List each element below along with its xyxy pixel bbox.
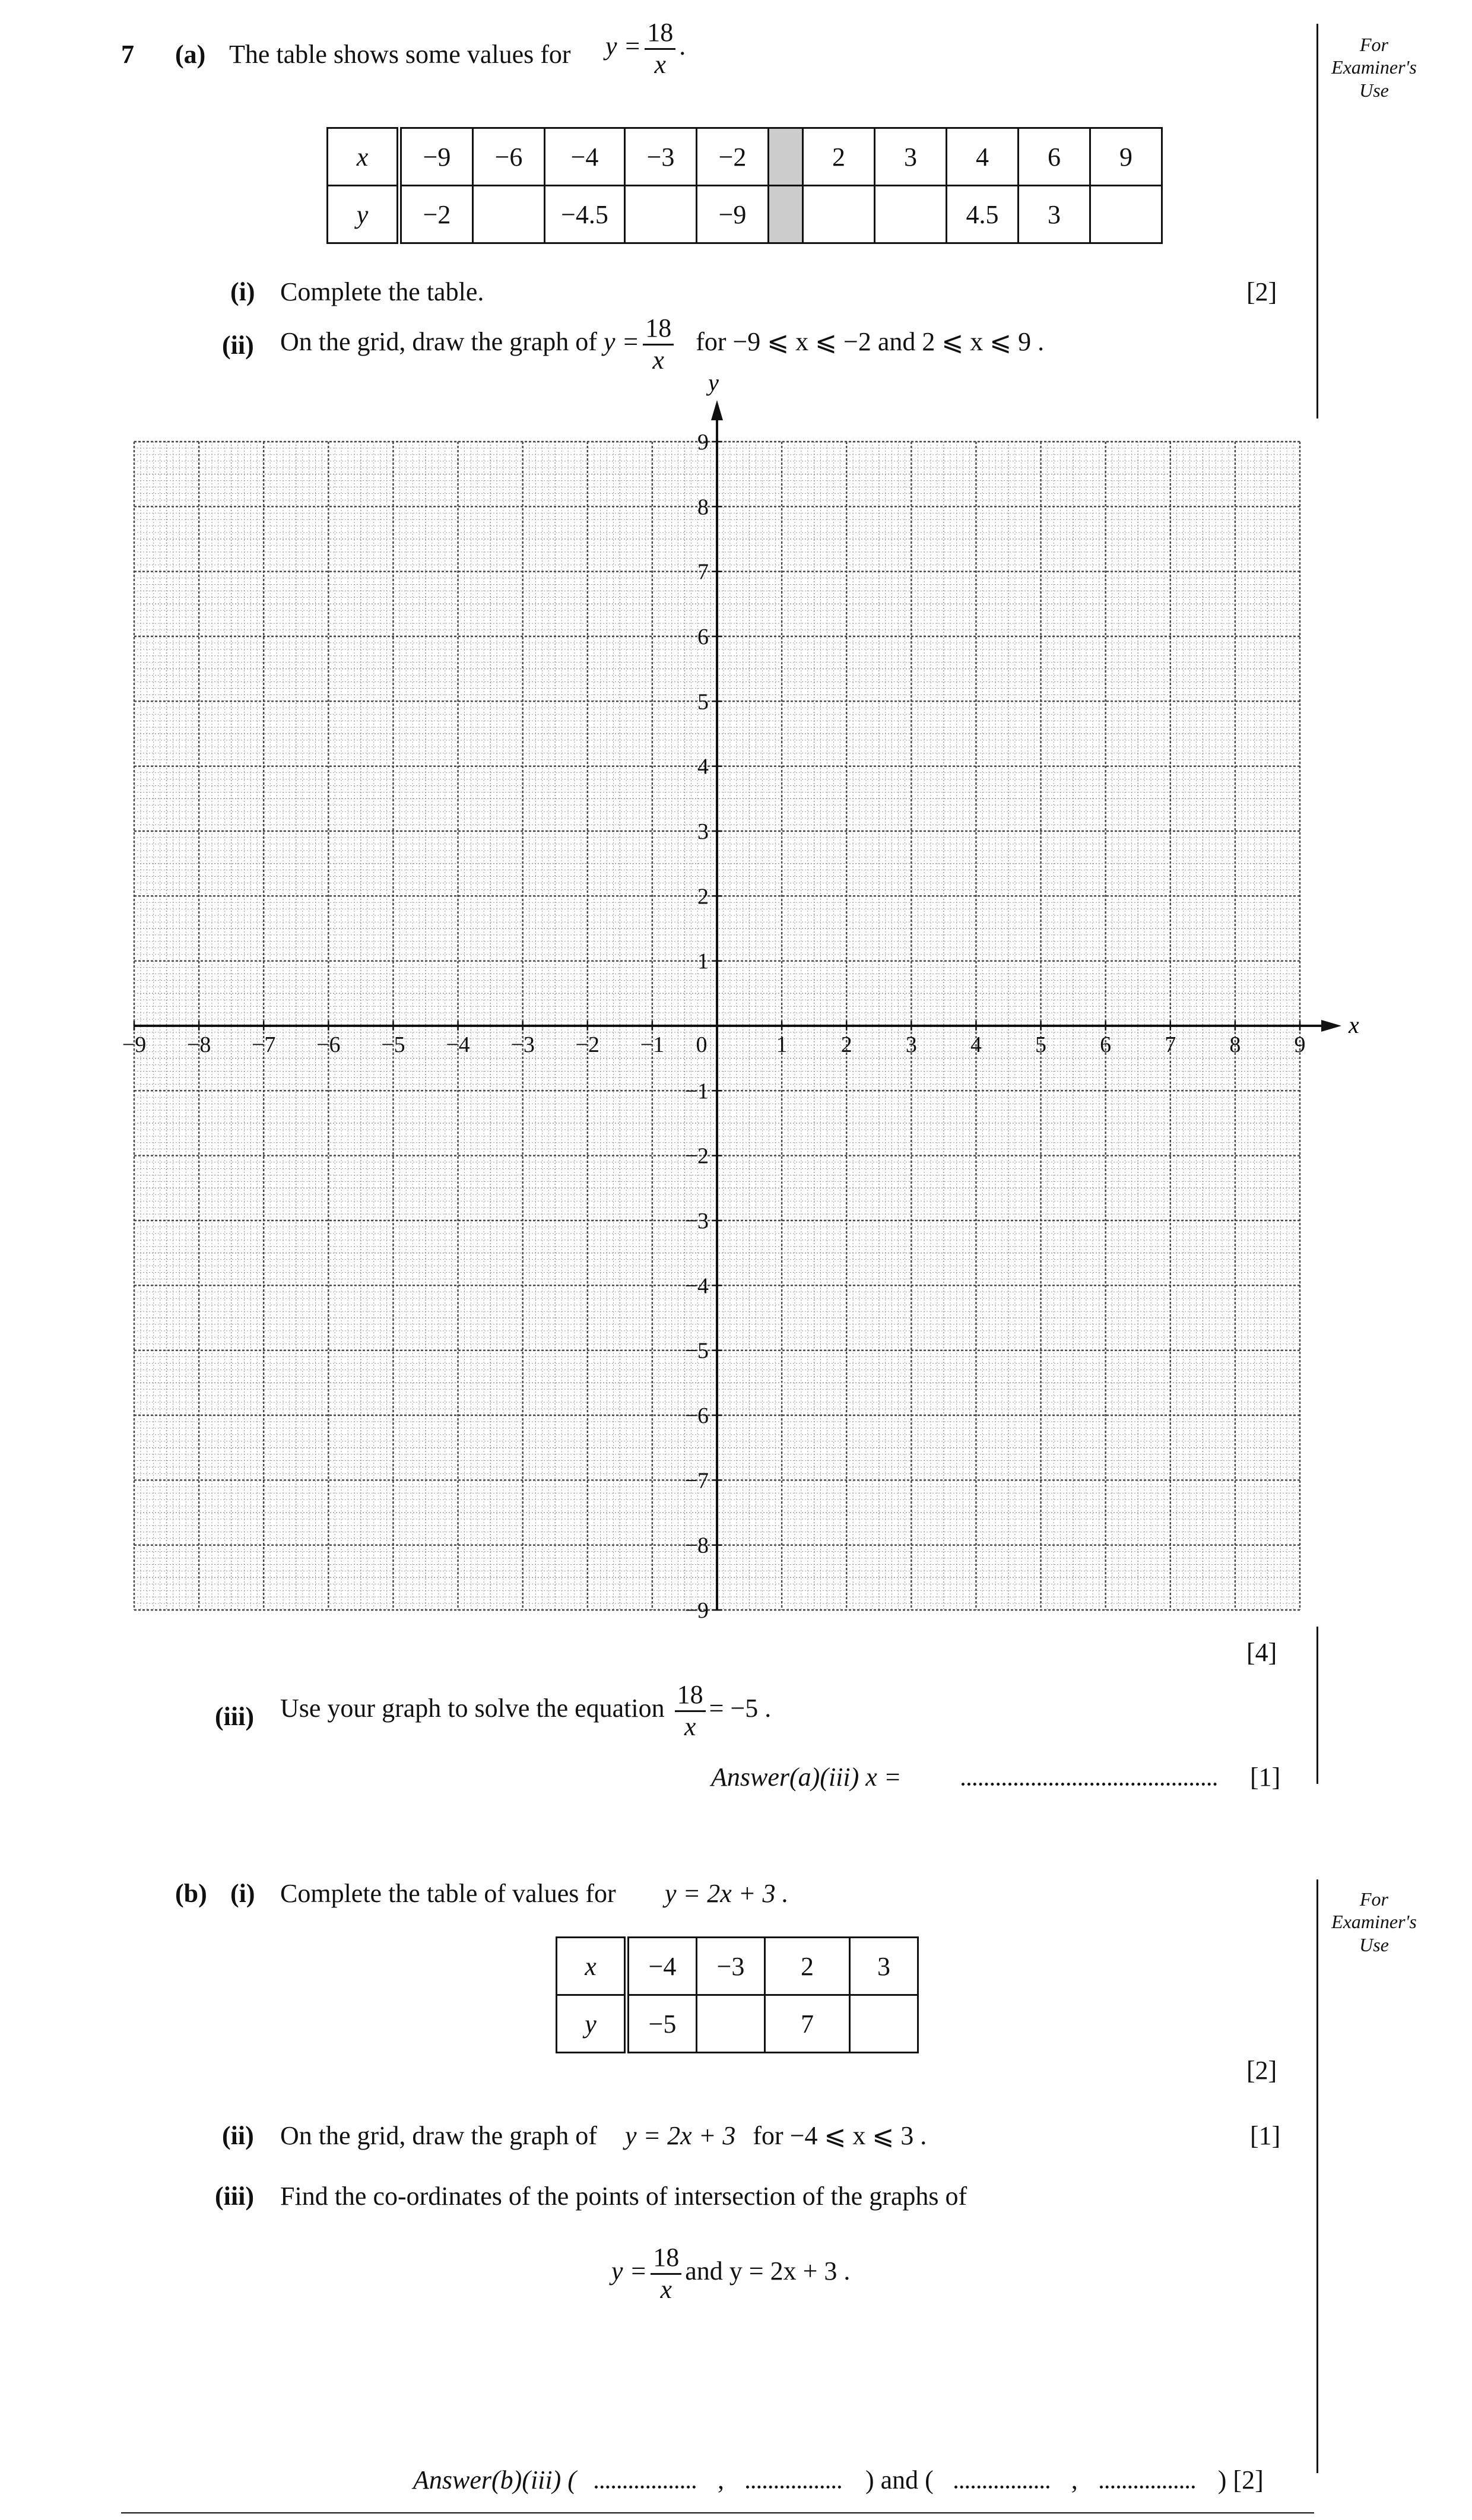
tablea-y-cell: −4.5 — [545, 186, 625, 243]
tableb-x-cell: 3 — [850, 1938, 918, 1995]
tablea-y-cell: 4.5 — [947, 186, 1019, 243]
part-a-iii-text — [280, 1680, 771, 1742]
answer-b-iii-label: Answer(b)(iii) ( — [413, 2465, 576, 2494]
a-ii-eq-y: y = — [603, 327, 640, 357]
a-ii-text: On the grid, draw the graph of — [280, 327, 597, 357]
tablea-x-cell: −3 — [625, 128, 697, 186]
examiner-margin-line-3 — [1316, 1879, 1318, 2473]
tableb-y-cell: 7 — [765, 1995, 850, 2053]
y-tick-label: −3 — [684, 1209, 709, 1234]
x-tick-label: 2 — [840, 1032, 852, 1057]
x-tick-label: 4 — [970, 1032, 982, 1057]
x-tick-label: 8 — [1229, 1032, 1241, 1057]
y-axis-label: y — [708, 369, 719, 396]
answer-b-iii-close: ) [2] — [1217, 2465, 1264, 2494]
x-tick-label: 7 — [1165, 1032, 1176, 1057]
examiner-margin-line-2 — [1316, 1627, 1318, 1784]
y-tick-label: 2 — [697, 884, 709, 909]
x-tick-label: −2 — [575, 1032, 599, 1057]
examiner-b-line1: For — [1360, 1888, 1388, 1910]
b-iii-and: and y = 2x + 3 . — [685, 2256, 851, 2286]
part-b-ii-text — [280, 2120, 927, 2151]
answer-b-iii-x2[interactable] — [954, 2486, 1049, 2489]
a-iii-den: x — [684, 1711, 696, 1741]
examiner-b-line2: Examiner's — [1331, 1911, 1417, 1933]
part-a-intro: The table shows some values for — [229, 40, 571, 69]
tablea-y-cell: −2 — [399, 186, 473, 243]
part-b-i-label: (i) — [230, 1879, 255, 1908]
x-tick-label: −7 — [252, 1032, 276, 1057]
b-iii-num: 18 — [651, 2243, 681, 2275]
y-tick-label: −6 — [684, 1403, 709, 1428]
y-tick-label: −7 — [684, 1468, 709, 1494]
x-tick-label: 3 — [905, 1032, 917, 1057]
part-b-iii-text: Find the co-ordinates of the points of intersection of the graphs of — [280, 2182, 967, 2211]
b-iii-eq-y: y = — [611, 2256, 648, 2286]
eq-denominator: x — [654, 49, 666, 79]
b-iii-den: x — [660, 2274, 672, 2304]
answer-b-iii-comma2: , — [1071, 2465, 1078, 2494]
answer-b-iii-comma1: , — [717, 2465, 724, 2494]
part-b-ii-label: (ii) — [222, 2121, 254, 2150]
x-tick-label: −9 — [122, 1032, 147, 1057]
part-a-iii-mark: [1] — [1250, 1763, 1281, 1792]
examiner-line1: For — [1360, 34, 1388, 55]
x-tick-label: −1 — [640, 1032, 665, 1057]
table-b-x-header: x — [557, 1938, 627, 1995]
part-a-i-label: (i) — [230, 277, 255, 306]
examiner-line3: Use — [1359, 79, 1389, 101]
b-ii-eq: y = 2x + 3 — [624, 2121, 736, 2150]
part-a-i-text: Complete the table. — [280, 277, 484, 306]
x-tick-label: 1 — [776, 1032, 788, 1057]
tablea-x-cell: −6 — [473, 128, 545, 186]
tableb-y-cell[interactable] — [697, 1995, 765, 2053]
y-tick-label: −2 — [684, 1143, 709, 1169]
answer-b-iii-and: ) and ( — [865, 2465, 934, 2494]
y-tick-label: 1 — [697, 949, 709, 974]
part-a-ii-label: (ii) — [222, 331, 254, 360]
values-table-b — [556, 1936, 919, 2053]
x-tick-label: −8 — [186, 1032, 211, 1057]
y-tick-label: −4 — [684, 1273, 709, 1299]
a-ii-den: x — [652, 345, 664, 375]
y-axis-arrow — [711, 400, 723, 420]
x-tick-label: 0 — [696, 1032, 708, 1057]
part-b-i-text: Complete the table of values for — [280, 1879, 616, 1908]
table-a-y-header: y — [328, 186, 399, 243]
b-ii-text: On the grid, draw the graph of — [280, 2121, 597, 2150]
tablea-x-cell: 2 — [803, 128, 875, 186]
part-b-label: (b) — [175, 1879, 207, 1908]
part-a-i-mark: [2] — [1246, 277, 1277, 306]
examiner-use-label-bottom — [1318, 1888, 1430, 1956]
y-tick-label: 4 — [697, 754, 709, 779]
a-iii-text: Use your graph to solve the equation — [280, 1694, 665, 1723]
x-tick-label: −6 — [316, 1032, 341, 1057]
examiner-line2: Examiner's — [1331, 56, 1417, 78]
tableb-x-cell: −3 — [697, 1938, 765, 1995]
y-tick-label: 9 — [697, 430, 709, 455]
eq-y: y = — [605, 31, 642, 61]
part-b-i-eq: y = 2x + 3 . — [665, 1879, 789, 1908]
x-tick-label: −5 — [381, 1032, 405, 1057]
y-tick-label: 8 — [697, 495, 709, 520]
tablea-x-cell: 4 — [947, 128, 1019, 186]
part-b-ii-mark: [1] — [1250, 2121, 1281, 2150]
a-iii-num: 18 — [675, 1680, 706, 1712]
y-tick-label: 5 — [697, 689, 709, 715]
part-a-label: (a) — [175, 40, 206, 69]
x-tick-label: −3 — [510, 1032, 535, 1057]
y-tick-label: −9 — [684, 1598, 709, 1623]
tablea-x-cell: −2 — [697, 128, 769, 186]
a-ii-num: 18 — [643, 313, 674, 345]
examiner-b-line3: Use — [1359, 1933, 1389, 1955]
tablea-y-cell: 3 — [1019, 186, 1090, 243]
answer-a-iii-label: Answer(a)(iii) x = — [711, 1763, 902, 1792]
x-tick-label: 9 — [1294, 1032, 1306, 1057]
answer-b-iii-y2[interactable] — [1100, 2486, 1195, 2489]
y-tick-label: 3 — [697, 819, 709, 844]
y-tick-label: −5 — [684, 1338, 709, 1364]
tableb-y-cell: −5 — [627, 1995, 697, 2053]
x-tick-label: 5 — [1035, 1032, 1047, 1057]
x-axis-arrow — [1321, 1020, 1341, 1032]
a-iii-rhs: = −5 . — [709, 1694, 772, 1723]
tablea-x-cell: −9 — [399, 128, 473, 186]
tableb-x-cell: −4 — [627, 1938, 697, 1995]
y-tick-label: 6 — [697, 625, 709, 649]
part-b-iii-equations — [611, 2243, 850, 2305]
part-a-equation: y = $\frac{18}{x}$ . — [605, 18, 686, 79]
question-number: 7 — [121, 40, 134, 69]
y-tick-label: 7 — [697, 559, 709, 585]
tablea-y-cell: −9 — [697, 186, 769, 243]
part-a-iii-label: (iii) — [215, 1702, 254, 1731]
b-ii-range: for −4 ⩽ x ⩽ 3 . — [753, 2121, 927, 2150]
y-tick-label: −8 — [684, 1533, 709, 1558]
y-tick-label: −1 — [684, 1079, 709, 1104]
eq-numerator: 18 — [645, 18, 675, 50]
tablea-x-cell: −4 — [545, 128, 625, 186]
tableb-x-cell: 2 — [765, 1938, 850, 1995]
answer-b-iii-x1[interactable] — [595, 2486, 696, 2489]
table-b-y-header: y — [557, 1995, 627, 2053]
tablea-x-cell: 6 — [1019, 128, 1090, 186]
table-a-x-header: x — [328, 128, 399, 186]
footer-rule — [121, 2512, 1314, 2513]
x-tick-label: −4 — [446, 1032, 470, 1057]
tablea-x-cell: 9 — [1090, 128, 1162, 186]
answer-b-iii — [413, 2465, 1264, 2495]
tablea-x-cell: 3 — [875, 128, 947, 186]
a-ii-range: for −9 ⩽ x ⩽ −2 and 2 ⩽ x ⩽ 9 . — [696, 327, 1045, 357]
x-tick-label: 6 — [1100, 1032, 1112, 1057]
answer-a-iii-field[interactable] — [962, 1783, 1217, 1786]
x-axis-label: x — [1349, 1012, 1359, 1038]
tableb-y-cell[interactable] — [850, 1995, 918, 2053]
answer-b-iii-y1[interactable] — [746, 2486, 841, 2489]
answer-a-iii — [711, 1762, 1217, 1792]
grid-mark: [4] — [1246, 1638, 1277, 1667]
part-b-i-mark: [2] — [1246, 2056, 1277, 2085]
part-b-iii-label: (iii) — [215, 2182, 254, 2211]
